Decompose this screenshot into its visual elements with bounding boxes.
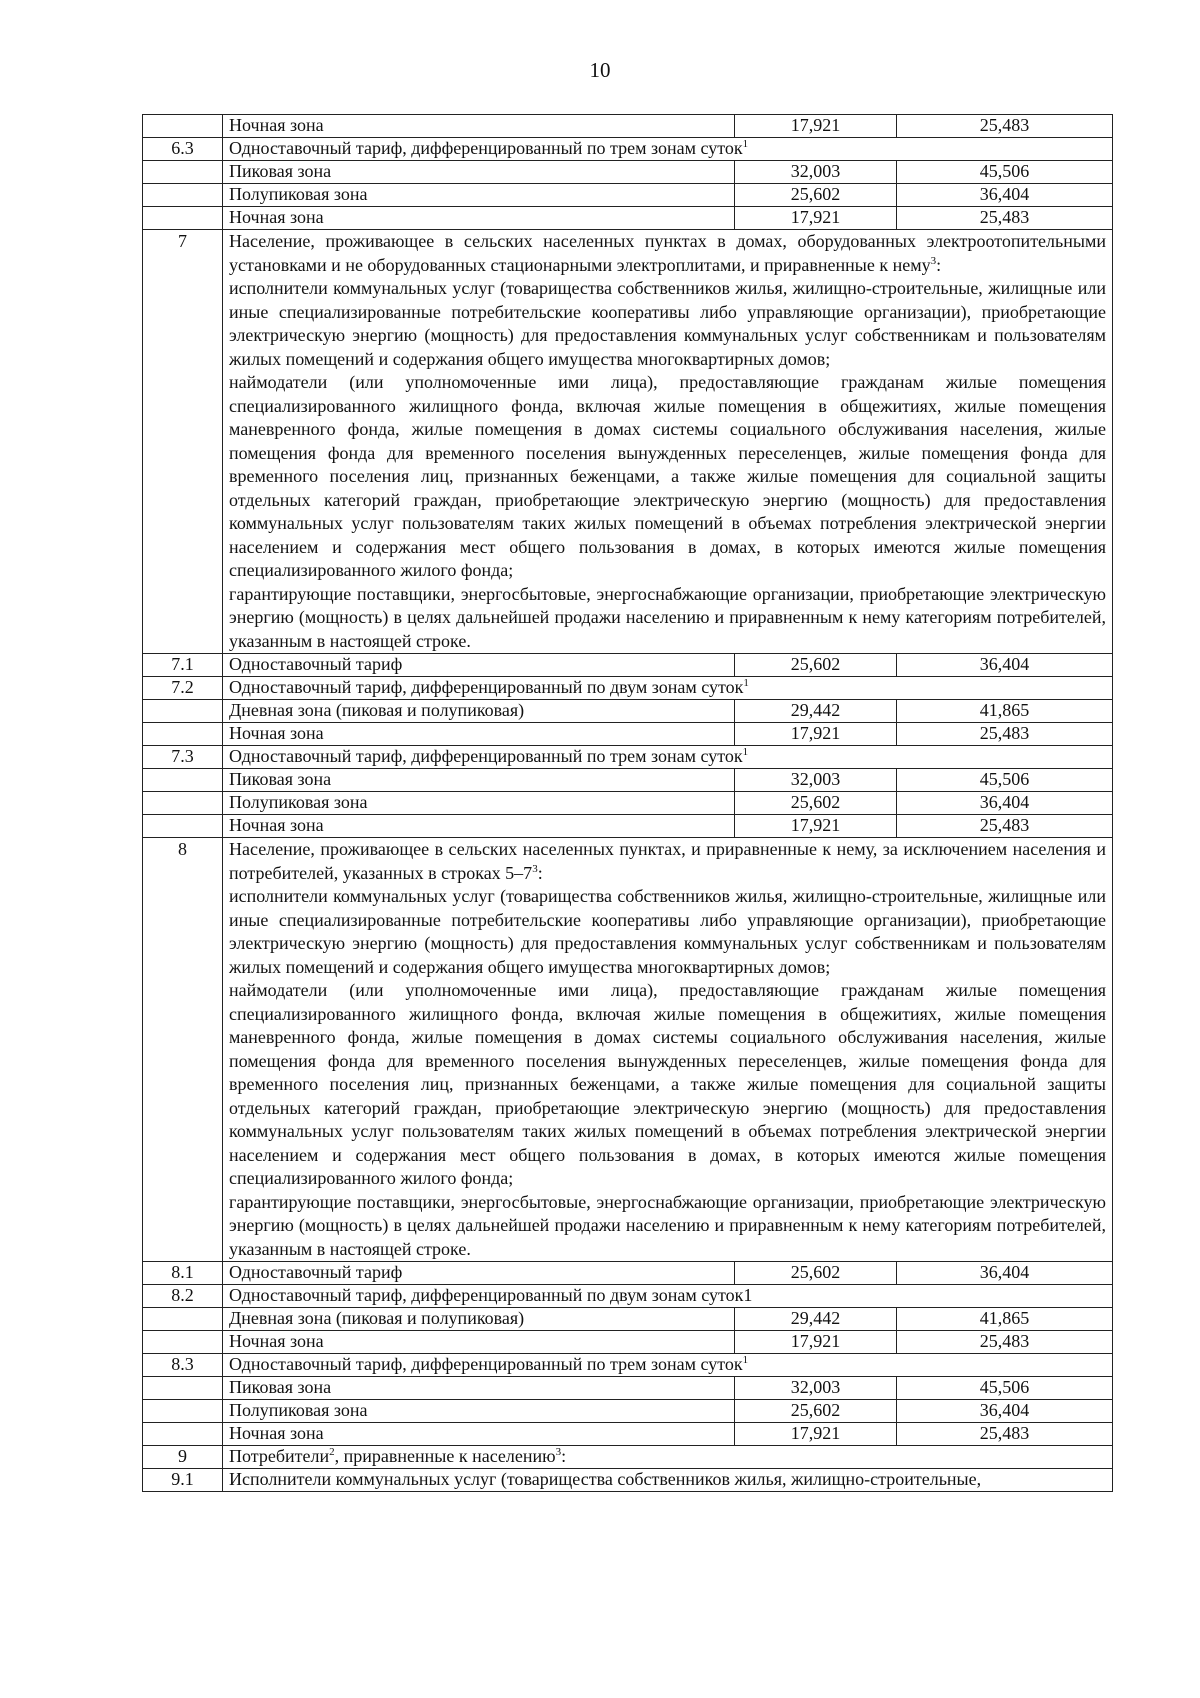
tariff-table: [142, 114, 1113, 1492]
row-number: 8.2: [143, 1285, 223, 1308]
value-cell-2: 41,865: [897, 1308, 1113, 1331]
value-cell-1: 17,921: [735, 1423, 897, 1446]
paragraph-p2: наймодатели (или уполномоченные ими лица), предоставляющие гражданам жилые помещения специализированного жилищного фонда, включая жилые помещения в общежитиях, жилые помещения маневренного фонда, жилые помещения в домах системы социального обслуживания населения, жилые помещения фонда для временного поселения вынужденных переселенцев, жилые помещения фонда для временного поселения лиц, признанных беженцами, а также жилые помещения для социальной защиты отдельных категорий граждан, приобретающие электрическую энергию (мощность) для предоставления коммунальных услуг пользователям таких жилых помещений в объемах потребления электрической энергии населением и содержания мест общего пользования в домах, в которых имеются жилые помещения специализированного жилого фонда;: [229, 372, 1106, 580]
table-row: [143, 138, 1113, 161]
row-label: Пиковая зона: [223, 161, 735, 184]
value-cell-2: 25,483: [897, 1331, 1113, 1354]
value-cell-1: 25,602: [735, 1400, 897, 1423]
row-label: Ночная зона: [223, 207, 735, 230]
row-number-empty: [143, 161, 223, 184]
value-cell-1: 17,921: [735, 723, 897, 746]
row-label: Полупиковая зона: [223, 184, 735, 207]
table-row: [143, 700, 1113, 723]
footnote-mark: 3: [532, 862, 538, 875]
row-number: 7.2: [143, 677, 223, 700]
label-text: Одноставочный тариф, дифференцированный по двум зонам суток1: [229, 1285, 753, 1305]
table-row: [143, 1377, 1113, 1400]
row-description: [223, 230, 1113, 654]
intro-colon: :: [537, 862, 543, 883]
footnote-mark: 3: [555, 1446, 562, 1458]
value-cell-2: 25,483: [897, 723, 1113, 746]
table-row: [143, 1354, 1113, 1377]
row-description: [223, 838, 1113, 1262]
row-label: Ночная зона: [223, 1423, 735, 1446]
row-number-empty: [143, 769, 223, 792]
value-cell-1: 25,602: [735, 792, 897, 815]
row-number-empty: [143, 1423, 223, 1446]
value-cell-2: 36,404: [897, 1262, 1113, 1285]
row-number-empty: [143, 723, 223, 746]
table-row: [143, 1262, 1113, 1285]
value-cell-1: 32,003: [735, 769, 897, 792]
table-row: [143, 184, 1113, 207]
label-text: Одноставочный тариф, дифференцированный по трем зонам суток: [229, 138, 743, 158]
row-label: [223, 1354, 1113, 1377]
table-row: [143, 769, 1113, 792]
row-label: Ночная зона: [223, 723, 735, 746]
value-cell-1: 17,921: [735, 207, 897, 230]
table-row: [143, 161, 1113, 184]
row-label: Полупиковая зона: [223, 792, 735, 815]
value-cell-2: 25,483: [897, 115, 1113, 138]
paragraph-p2: наймодатели (или уполномоченные ими лица), предоставляющие гражданам жилые помещения специализированного жилищного фонда, включая жилые помещения в общежитиях, жилые помещения маневренного фонда, жилые помещения в домах системы социального обслуживания населения, жилые помещения фонда для временного поселения вынужденных переселенцев, жилые помещения фонда для временного поселения лиц, признанных беженцами, а также жилые помещения для социальной защиты отдельных категорий граждан, приобретающие электрическую энергию (мощность) для предоставления коммунальных услуг пользователям таких жилых помещений в объемах потребления электрической энергии населением и содержания мест общего пользования в домах, в которых имеются жилые помещения специализированного жилого фонда;: [229, 980, 1106, 1188]
row-label: Пиковая зона: [223, 769, 735, 792]
label-text: , приравненные к населению: [334, 1446, 556, 1466]
row-number: 8: [143, 838, 223, 1262]
table-row: [143, 1400, 1113, 1423]
intro-colon: :: [936, 254, 942, 275]
row-label: Дневная зона (пиковая и полупиковая): [223, 700, 735, 723]
value-cell-2: 36,404: [897, 792, 1113, 815]
value-cell-2: 41,865: [897, 700, 1113, 723]
row-label: [223, 746, 1113, 769]
value-cell-2: 25,483: [897, 207, 1113, 230]
paragraph-p3: гарантирующие поставщики, энергосбытовые, энергоснабжающие организации, приобретающие электрическую энергию (мощность) в целях дальнейшей продажи населению и приравненным к нему категориям потребителей, указанным в настоящей строке.: [229, 1191, 1106, 1259]
footnote-mark: 1: [742, 746, 749, 758]
table-row: [143, 1446, 1113, 1469]
label-text: Одноставочный тариф, дифференцированный по трем зонам суток: [229, 1354, 743, 1374]
row-number: 7: [143, 230, 223, 654]
value-cell-1: 29,442: [735, 1308, 897, 1331]
row-label: [223, 1285, 1113, 1308]
table-row: [143, 815, 1113, 838]
row-number: 9.1: [143, 1469, 223, 1492]
label-colon: :: [561, 1446, 567, 1466]
row-label: [223, 1469, 1113, 1492]
table-row: [143, 1331, 1113, 1354]
row-number: 6.3: [143, 138, 223, 161]
value-cell-2: 45,506: [897, 161, 1113, 184]
row-number-empty: [143, 115, 223, 138]
paragraph-p3: гарантирующие поставщики, энергосбытовые, энергоснабжающие организации, приобретающие электрическую энергию (мощность) в целях дальнейшей продажи населению и приравненным к нему категориям потребителей, указанным в настоящей строке.: [229, 583, 1106, 651]
row-number-empty: [143, 792, 223, 815]
table-row: [143, 677, 1113, 700]
row-number: 7.3: [143, 746, 223, 769]
value-cell-2: 25,483: [897, 815, 1113, 838]
row-number-empty: [143, 1331, 223, 1354]
value-cell-2: 36,404: [897, 654, 1113, 677]
paragraph-p1: исполнители коммунальных услуг (товарищества собственников жилья, жилищно-строительные, жилищные или иные специализированные потребительские кооперативы либо управляющие организации), приобретающие электрическую энергию (мощность) для предоставления коммунальных услуг собственникам и пользователям жилых помещений и содержания общего имущества многоквартирных домов;: [229, 278, 1106, 369]
footnote-mark: 2: [329, 1446, 335, 1458]
value-cell-1: 32,003: [735, 1377, 897, 1400]
value-cell-1: 17,921: [735, 115, 897, 138]
label-text: Одноставочный тариф, дифференцированный по двум зонам суток: [229, 677, 744, 697]
table-row: [143, 115, 1113, 138]
label-text: Потребители: [229, 1446, 330, 1466]
table-row: [143, 1308, 1113, 1331]
footnote-mark: 1: [742, 138, 749, 150]
row-number-empty: [143, 1377, 223, 1400]
row-label: Полупиковая зона: [223, 1400, 735, 1423]
intro-text: Население, проживающее в сельских населенных пунктах, и приравненные к нему, за исключением населения и потребителей, указанных в строках 5–7: [229, 839, 1106, 883]
table-row: [143, 230, 1113, 654]
row-number-empty: [143, 184, 223, 207]
footnote-mark: 1: [742, 1354, 749, 1366]
table-row: [143, 1423, 1113, 1446]
row-label: Дневная зона (пиковая и полупиковая): [223, 1308, 735, 1331]
row-number: 8.3: [143, 1354, 223, 1377]
table-row: [143, 792, 1113, 815]
page-number: 10: [589, 58, 611, 82]
row-label: [223, 677, 1113, 700]
row-number-empty: [143, 815, 223, 838]
table-row: [143, 1469, 1113, 1492]
value-cell-2: 25,483: [897, 1423, 1113, 1446]
table-row: [143, 746, 1113, 769]
row-number-empty: [143, 700, 223, 723]
row-label: Ночная зона: [223, 815, 735, 838]
row-label: [223, 1446, 1113, 1469]
value-cell-2: 36,404: [897, 1400, 1113, 1423]
label-text: Исполнители коммунальных услуг (товарищества собственников жилья, жилищно-строительные,: [229, 1469, 982, 1489]
value-cell-1: 17,921: [735, 1331, 897, 1354]
paragraph-intro: [229, 838, 1106, 885]
value-cell-1: 17,921: [735, 815, 897, 838]
row-number: 7.1: [143, 654, 223, 677]
row-label: Ночная зона: [223, 115, 735, 138]
table-row: [143, 723, 1113, 746]
label-text: Одноставочный тариф, дифференцированный по трем зонам суток: [229, 746, 743, 766]
row-number: 9: [143, 1446, 223, 1469]
row-label: Ночная зона: [223, 1331, 735, 1354]
value-cell-2: 45,506: [897, 769, 1113, 792]
intro-text: Население, проживающее в сельских населенных пунктах в домах, оборудованных электроотопительными установками и не оборудованных стационарными электроплитами, и приравненные к нему: [229, 231, 1106, 275]
value-cell-1: 25,602: [735, 184, 897, 207]
row-number: 8.1: [143, 1262, 223, 1285]
value-cell-1: 25,602: [735, 1262, 897, 1285]
row-label: Одноставочный тариф: [223, 654, 735, 677]
row-label: Пиковая зона: [223, 1377, 735, 1400]
footnote-mark: 1: [743, 677, 749, 689]
paragraph-p1: исполнители коммунальных услуг (товарищества собственников жилья, жилищно-строительные, жилищные или иные специализированные потребительские кооперативы либо управляющие организации), приобретающие электрическую энергию (мощность) для предоставления коммунальных услуг собственникам и пользователям жилых помещений и содержания общего имущества многоквартирных домов;: [229, 886, 1106, 977]
table-row: [143, 1285, 1113, 1308]
row-number-empty: [143, 207, 223, 230]
paragraph-intro: [229, 230, 1106, 277]
value-cell-2: 36,404: [897, 184, 1113, 207]
row-label: Одноставочный тариф: [223, 1262, 735, 1285]
value-cell-1: 29,442: [735, 700, 897, 723]
value-cell-1: 25,602: [735, 654, 897, 677]
row-label: [223, 138, 1113, 161]
value-cell-2: 45,506: [897, 1377, 1113, 1400]
table-row: [143, 207, 1113, 230]
table-row: [143, 654, 1113, 677]
footnote-mark: 3: [930, 254, 937, 267]
value-cell-1: 32,003: [735, 161, 897, 184]
table-row: [143, 838, 1113, 1262]
row-number-empty: [143, 1308, 223, 1331]
row-number-empty: [143, 1400, 223, 1423]
